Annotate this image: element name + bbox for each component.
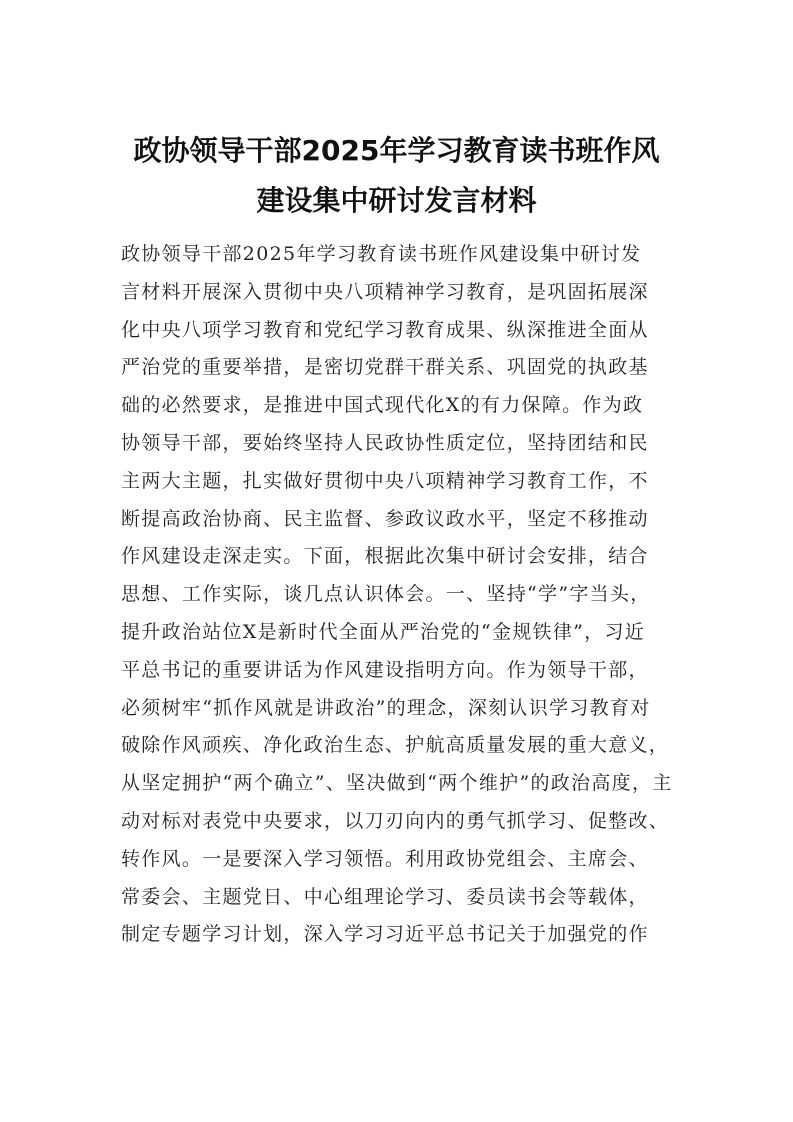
- body-line: 作风建设走深走实。下面，根据此次集中研讨会安排，结合: [121, 545, 649, 568]
- body-line: 必须树牢“抓作风就是讲政治”的理念，深刻认识学习教育对: [121, 696, 651, 719]
- body-line: 严治党的重要举措，是密切党群干群关系、巩固党的执政基: [121, 356, 649, 379]
- body-line: 言材料开展深入贯彻中央八项精神学习教育，是巩固拓展深: [121, 280, 649, 303]
- body-line: 破除作风顽疾、净化政治生态、护航高质量发展的重大意义，: [121, 734, 670, 757]
- document-title: [100, 126, 693, 226]
- body-line: 主两大主题，扎实做好贯彻中央八项精神学习教育工作，不: [121, 469, 649, 492]
- body-line: 政协领导干部2025年学习教育读书班作风建设集中研讨发: [121, 243, 642, 265]
- body-line: 平总书记的重要讲话为作风建设指明方向。作为领导干部，: [121, 658, 649, 681]
- body-line: 提升政治站位X是新时代全面从严治党的“金规铁律”，习近: [121, 620, 646, 643]
- body-line: 制定专题学习计划，深入学习习近平总书记关于加强党的作: [121, 923, 649, 946]
- body-line: 转作风。一是要深入学习领悟。利用政协党组会、主席会、: [121, 847, 649, 870]
- body-line: 础的必然要求，是推进中国式现代化X的有力保障。作为政: [121, 394, 644, 417]
- body-line: 思想、工作实际，谈几点认识体会。一、坚持“学”字当头，: [121, 583, 651, 606]
- body-line: 化中央八项学习教育和党纪学习教育成果、纵深推进全面从: [121, 318, 649, 341]
- body-line: 从坚定拥护“两个确立”、坚决做到“两个维护”的政治高度，主: [121, 772, 673, 795]
- document-body: [121, 236, 681, 954]
- body-line: 断提高政治协商、民主监督、参政议政水平，坚定不移推动: [121, 507, 649, 530]
- title-line: 政协领导干部2025年学习教育读书班作风: [133, 134, 660, 167]
- body-line: 常委会、主题党日、中心组理论学习、委员读书会等载体，: [121, 885, 649, 908]
- body-line: 协领导干部，要始终坚持人民政协性质定位，坚持团结和民: [121, 431, 649, 454]
- title-line: 建设集中研讨发言材料: [256, 184, 537, 217]
- body-line: 动对标对表党中央要求，以刀刃向内的勇气抓学习、促整改、: [121, 809, 670, 832]
